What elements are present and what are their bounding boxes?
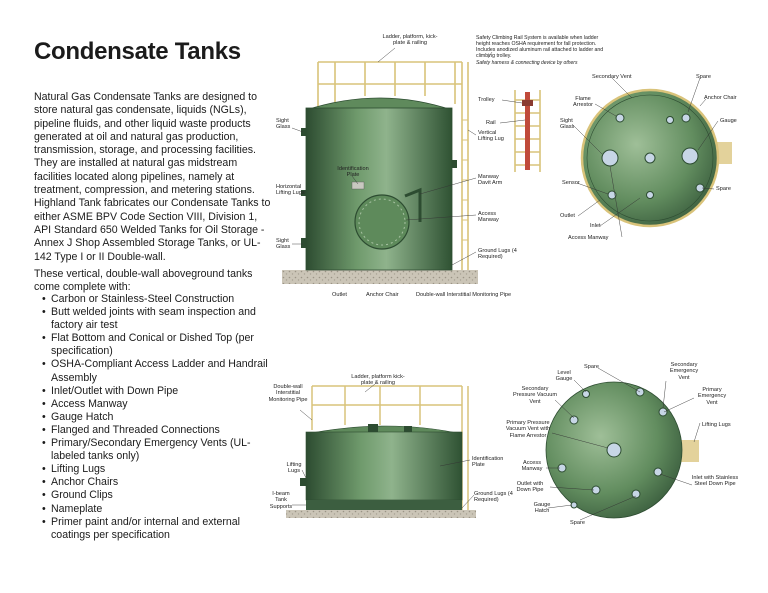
label-inlet-top-view: Inlet [590,223,601,229]
page-title: Condensate Tanks [34,38,241,65]
label-trolley: Trolley [478,97,495,103]
label-access-manway: Access Manway [478,211,499,224]
feature-item: • Carbon or Stainless-Steel Construction [34,293,274,306]
tank-top-view-small [546,382,699,518]
feature-item: • Flat Bottom and Conical or Dished Top (per specification) [34,332,274,358]
label-ladder-platform: Ladder, platform, kick-plate & railing [382,34,438,47]
label-spare-top-small: Spare [584,364,599,370]
intro-paragraph: Natural Gas Condensate Tanks are designed to store natural gas condensate, liquids (NGLs), pipeline fluids, and other liquid waste products generated at oil and natural gas production, transmission, storage, and processing facilities. They are installed at natural gas midstream facilities located along pipelines, namely at treatment, compression, and metering stations. Highland Tank fabricates our Condensate Tanks to either ASME BPV Code Section VIII, Division 1, API Standard 650 Welded Tanks for Oil Storage - Annex J Shop Assembled Storage Tanks, or UL-142 Type I or II Double-wall. [34,91,271,263]
feature-item: • Access Manway [34,398,274,411]
label-level-gauge: Level Gauge [555,370,573,383]
climbing-trolley [522,100,533,106]
feature-item: • Anchor Chairs [34,476,274,489]
feature-item: • Primer paint and/or internal and external coatings per specification [34,516,274,542]
feature-item: • Ground Clips [34,489,274,502]
label-gauge-hatch: Gauge Hatch [533,502,551,515]
label-identification-plate-small: Identification Plate [472,456,504,469]
gravel-base [286,510,476,518]
label-manway-davit-arm: Manway Davit Arm [478,174,503,187]
label-lifting-lugs-top-small: Lifting Lugs [702,422,731,428]
label-spare-bottom-small: Spare [570,520,585,526]
label-ground-lugs: Ground Lugs (4 Required) [478,248,517,261]
label-ladder-platform-small: Ladder, platform kick-plate & railing [351,374,405,387]
label-spare-top: Spare [696,74,711,80]
label-outlet: Outlet [332,292,347,298]
tank-side-view-small [286,386,476,518]
label-monitoring-pipe: Double-wall Interstitial Monitoring Pipe [416,292,512,298]
label-secondary-emergency-vent: Secondary Emergency Vent [669,362,699,381]
label-primary-emergency-vent: Primary Emergency Vent [697,387,727,406]
feature-item: • Gauge Hatch [34,411,274,424]
label-anchor-chair-top: Anchor Chair [704,95,737,101]
feature-item: • Nameplate [34,503,274,516]
label-flame-arrestor: Flame Arrestor [573,96,593,109]
tank-side-view-large [282,62,478,284]
feature-item: • OSHA-Compliant Access Ladder and Handrail Assembly [34,358,274,384]
label-ibeam-supports: I-beam Tank Supports [269,491,293,510]
label-vertical-lifting-lug: Vertical Lifting Lug [478,130,504,143]
feature-item: • Butt welded joints with seam inspection and factory air test [34,306,274,332]
label-secondary-vent: Secondary Vent [592,74,632,80]
feature-item: • Primary/Secondary Emergency Vents (UL-labeled tanks only) [34,437,274,463]
access-manway [355,195,409,249]
label-secondary-pressure-vacuum-vent: Secondary Pressure Vacuum Vent [512,386,558,405]
gravel-base [282,270,478,284]
feature-item: • Inlet/Outlet with Down Pipe [34,385,274,398]
label-outlet-top-view: Outlet [560,213,575,219]
label-sight-glass-bottom: Sight Glass [276,238,291,251]
label-gauge: Gauge [720,118,737,124]
manway-top [602,150,618,166]
label-monitoring-pipe-small: Double-wall Interstitial Monitoring Pipe [268,384,308,403]
label-outlet-down-pipe: Outlet with Down Pipe [516,481,544,494]
label-horizontal-lifting-lugs: Horizontal Lifting Lugs [276,184,305,197]
label-sensor: Sensor [562,180,580,186]
label-lifting-lugs-small: Lifting Lugs [286,462,302,475]
label-safety-note: Safety harness & connecting device by others [476,60,578,66]
label-identification-plate: Identification Plate [337,166,369,179]
feature-item: • Lifting Lugs [34,463,274,476]
label-primary-pressure-vacuum-vent: Primary Pressure Vacuum Vent with Flame Arrestor [505,420,551,439]
label-inlet-down-pipe: Inlet with Stainless Steel Down Pipe [691,475,739,488]
features-intro: These vertical, double-wall aboveground tanks come complete with: [34,268,253,294]
identification-plate [352,182,364,189]
tank-top-view-large [582,90,732,226]
label-sight-glass-top-view: Sight Glass [560,118,575,131]
label-sight-glass-top: Sight Glass [276,118,291,131]
label-access-manway-top-view: Access Manway [568,235,609,241]
label-anchor-chair: Anchor Chair [366,292,399,298]
label-spare-right: Spare [716,186,731,192]
label-ground-lugs-small: Ground Lugs (4 Required) [474,491,513,504]
label-access-manway-small: Access Manway [521,460,543,473]
feature-item: • Flanged and Threaded Connections [34,424,274,437]
label-rail: Rail [486,120,496,126]
label-safety-rail: Safety Climbing Rail System is available when ladder height reaches OSHA requirement for fall protection. Includes anodized aluminum rail attached to ladder and climbing trolley. [476,35,604,59]
